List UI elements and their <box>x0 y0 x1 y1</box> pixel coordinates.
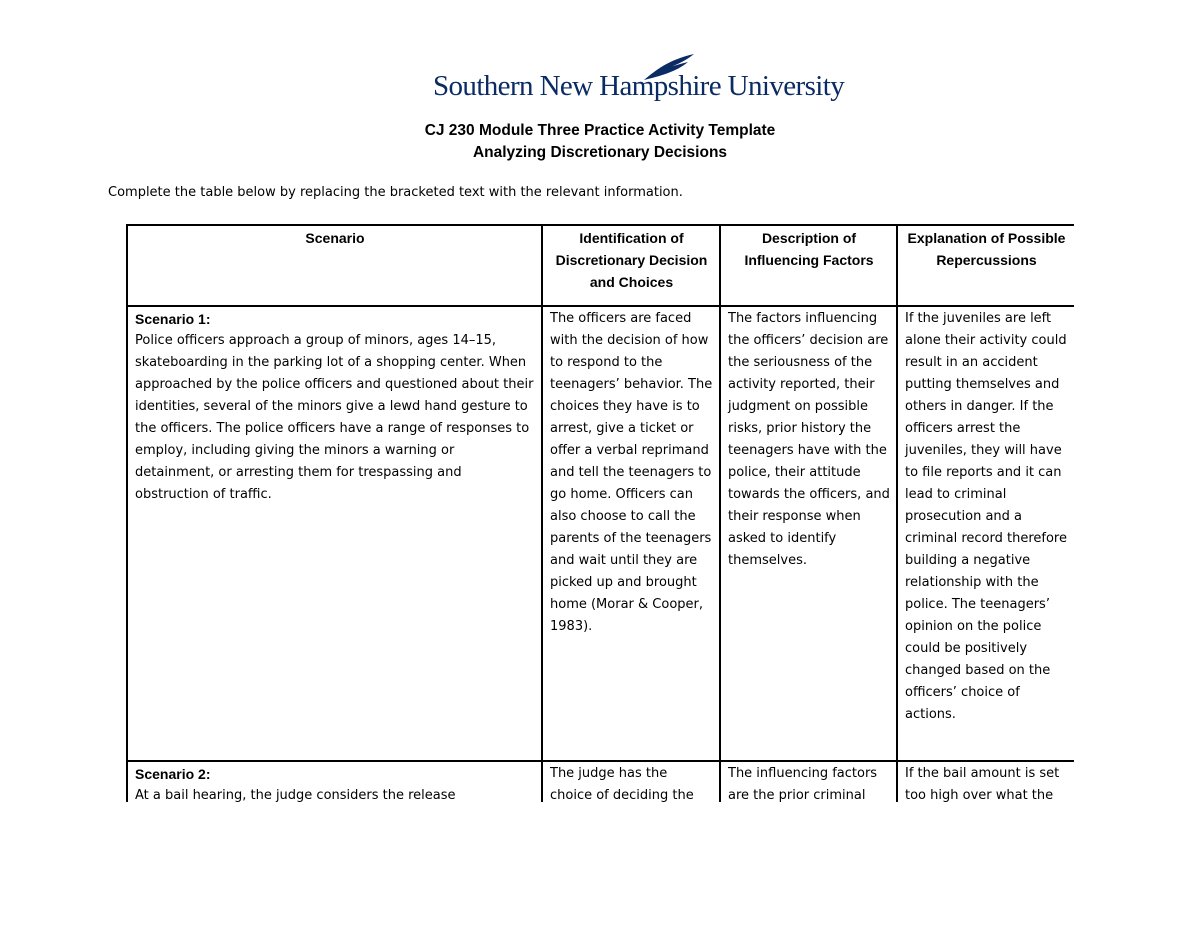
factors-cell: The factors influencing the officers’ decision are the seriousness of the activity reported, their judgment on possible risks, prior history the teenagers have with the police, their attitude towards the officers, and their response when asked to identify themselves. <box>720 306 897 761</box>
decision-cell: The judge has the choice of deciding the <box>542 761 720 802</box>
table-row <box>127 306 1074 761</box>
activity-table <box>126 224 1074 802</box>
title-line-1: CJ 230 Module Three Practice Activity Template <box>424 122 776 139</box>
table-header-row <box>127 225 1074 306</box>
scenario-label: Scenario 2: <box>135 766 211 782</box>
logo-text: Southern New Hampshire University <box>433 70 845 102</box>
factors-cell: The influencing factors are the prior criminal <box>720 761 897 802</box>
decision-cell: The officers are faced with the decision of how to respond to the teenagers’ behavior. The choices they have is to arrest, give a ticket or offer a verbal reprimand and tell the teenagers to go home. Officers can also choose to call the parents of the teenagers and wait until they are picked up and brought home (Morar & Cooper, 1983). <box>542 306 720 761</box>
header-scenario: Scenario <box>127 225 542 306</box>
scenario-cell <box>127 306 542 761</box>
header-decision: Identification of Discretionary Decision and Choices <box>542 225 720 306</box>
scenario-label: Scenario 1: <box>135 311 211 327</box>
repercussions-cell: If the bail amount is set too high over what the <box>897 761 1074 802</box>
header-factors: Description of Influencing Factors <box>720 225 897 306</box>
title-line-2: Analyzing Discretionary Decisions <box>472 144 728 161</box>
scenario-text: At a bail hearing, the judge considers the release <box>135 788 456 802</box>
document-title <box>0 120 1200 164</box>
scenario-cell <box>127 761 542 802</box>
table-row <box>127 761 1074 802</box>
scenario-text: Police officers approach a group of minors, ages 14–15, skateboarding in the parking lot of a shopping center. When approached by the police officers and questioned about their identities, several of the minors give a lewd hand gesture to the officers. The police officers have a range of responses to employ, including giving the minors a warning or detainment, or arresting them for trespassing and obstruction of traffic. <box>135 333 534 502</box>
instructions-text: Complete the table below by replacing the bracketed text with the relevant information. <box>108 185 683 200</box>
repercussions-cell: If the juveniles are left alone their activity could result in an accident putting themselves and others in danger. If the officers arrest the juveniles, they will have to file reports and it can lead to criminal prosecution and a criminal record therefore building a negative relationship with the police. The teenagers’ opinion on the police could be positively changed based on the officers’ choice of actions. <box>897 306 1074 761</box>
header-repercussions: Explanation of Possible Repercussions <box>897 225 1074 306</box>
university-logo <box>433 52 845 108</box>
